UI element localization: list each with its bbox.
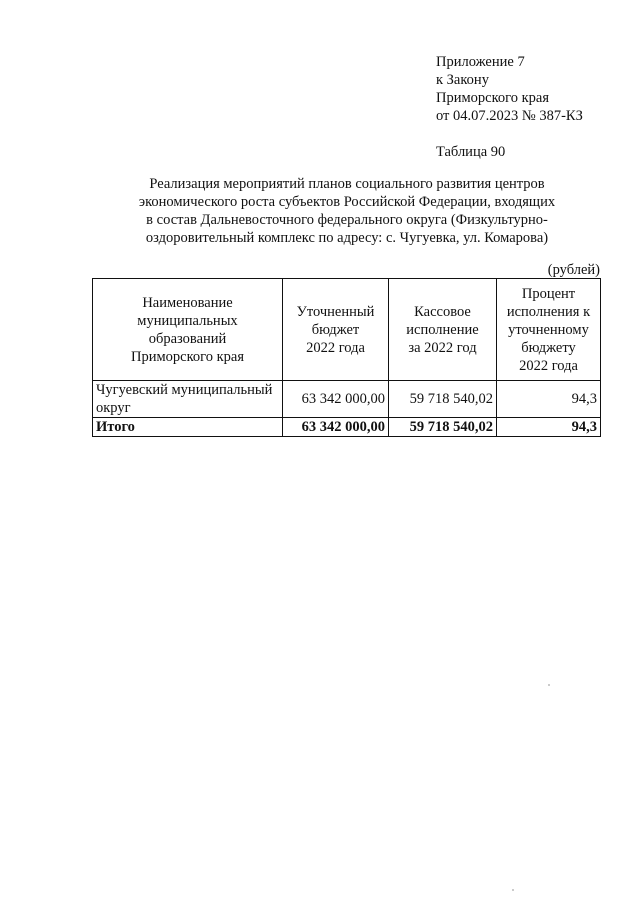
appendix-header bbox=[436, 53, 583, 125]
cell-text: Чугуевский муниципальный bbox=[96, 382, 273, 398]
title-line: в состав Дальневосточного федерального округа (Физкультурно- bbox=[146, 212, 548, 228]
header-text: бюджет bbox=[311, 321, 360, 338]
table-header-row bbox=[93, 279, 601, 381]
table-number: Таблица 90 bbox=[436, 144, 506, 160]
title-line: оздоровительный комплекс по адресу: с. Чугуевка, ул. Комарова) bbox=[145, 230, 549, 246]
header-text: Кассовое bbox=[414, 303, 471, 320]
appendix-line: Приморского края bbox=[436, 90, 550, 106]
table-row bbox=[93, 381, 601, 418]
appendix-line: Приложение 7 bbox=[436, 54, 525, 70]
title-line: Реализация мероприятий планов социального развития центров bbox=[149, 176, 545, 192]
header-text: уточненному bbox=[508, 321, 589, 338]
total-percent: 94,3 bbox=[497, 418, 601, 437]
header-budget bbox=[283, 279, 389, 381]
scan-speck bbox=[548, 684, 550, 686]
budget-table bbox=[92, 278, 601, 437]
header-text: 2022 года bbox=[519, 357, 578, 374]
cell-municipality bbox=[93, 381, 283, 418]
appendix-line: от 04.07.2023 № 387-КЗ bbox=[436, 108, 583, 124]
document-title bbox=[92, 175, 602, 247]
total-budget: 63 342 000,00 bbox=[283, 418, 389, 437]
header-text: бюджету bbox=[521, 339, 576, 356]
header-percent bbox=[497, 279, 601, 381]
total-executed: 59 718 540,02 bbox=[389, 418, 497, 437]
header-text: образований bbox=[148, 330, 227, 347]
header-municipality bbox=[93, 279, 283, 381]
cell-budget: 63 342 000,00 bbox=[283, 381, 389, 418]
header-text: исполнение bbox=[406, 321, 479, 338]
header-text: Уточненный bbox=[296, 303, 375, 320]
cell-text: округ bbox=[96, 400, 131, 416]
header-text: муниципальных bbox=[137, 312, 238, 329]
title-line: экономического роста субъектов Российской Федерации, входящих bbox=[138, 194, 556, 210]
header-text: исполнения к bbox=[506, 303, 591, 320]
header-text: Наименование bbox=[142, 294, 233, 311]
header-text: за 2022 год bbox=[408, 339, 477, 356]
total-row bbox=[93, 418, 601, 437]
header-text: Процент bbox=[521, 285, 576, 302]
header-executed bbox=[389, 279, 497, 381]
units-label: (рублей) bbox=[547, 262, 600, 278]
scan-speck bbox=[512, 889, 514, 891]
header-text: 2022 года bbox=[306, 339, 365, 356]
cell-percent: 94,3 bbox=[497, 381, 601, 418]
appendix-line: к Закону bbox=[436, 72, 489, 88]
header-text: Приморского края bbox=[130, 348, 244, 365]
total-label: Итого bbox=[93, 418, 283, 437]
cell-executed: 59 718 540,02 bbox=[389, 381, 497, 418]
